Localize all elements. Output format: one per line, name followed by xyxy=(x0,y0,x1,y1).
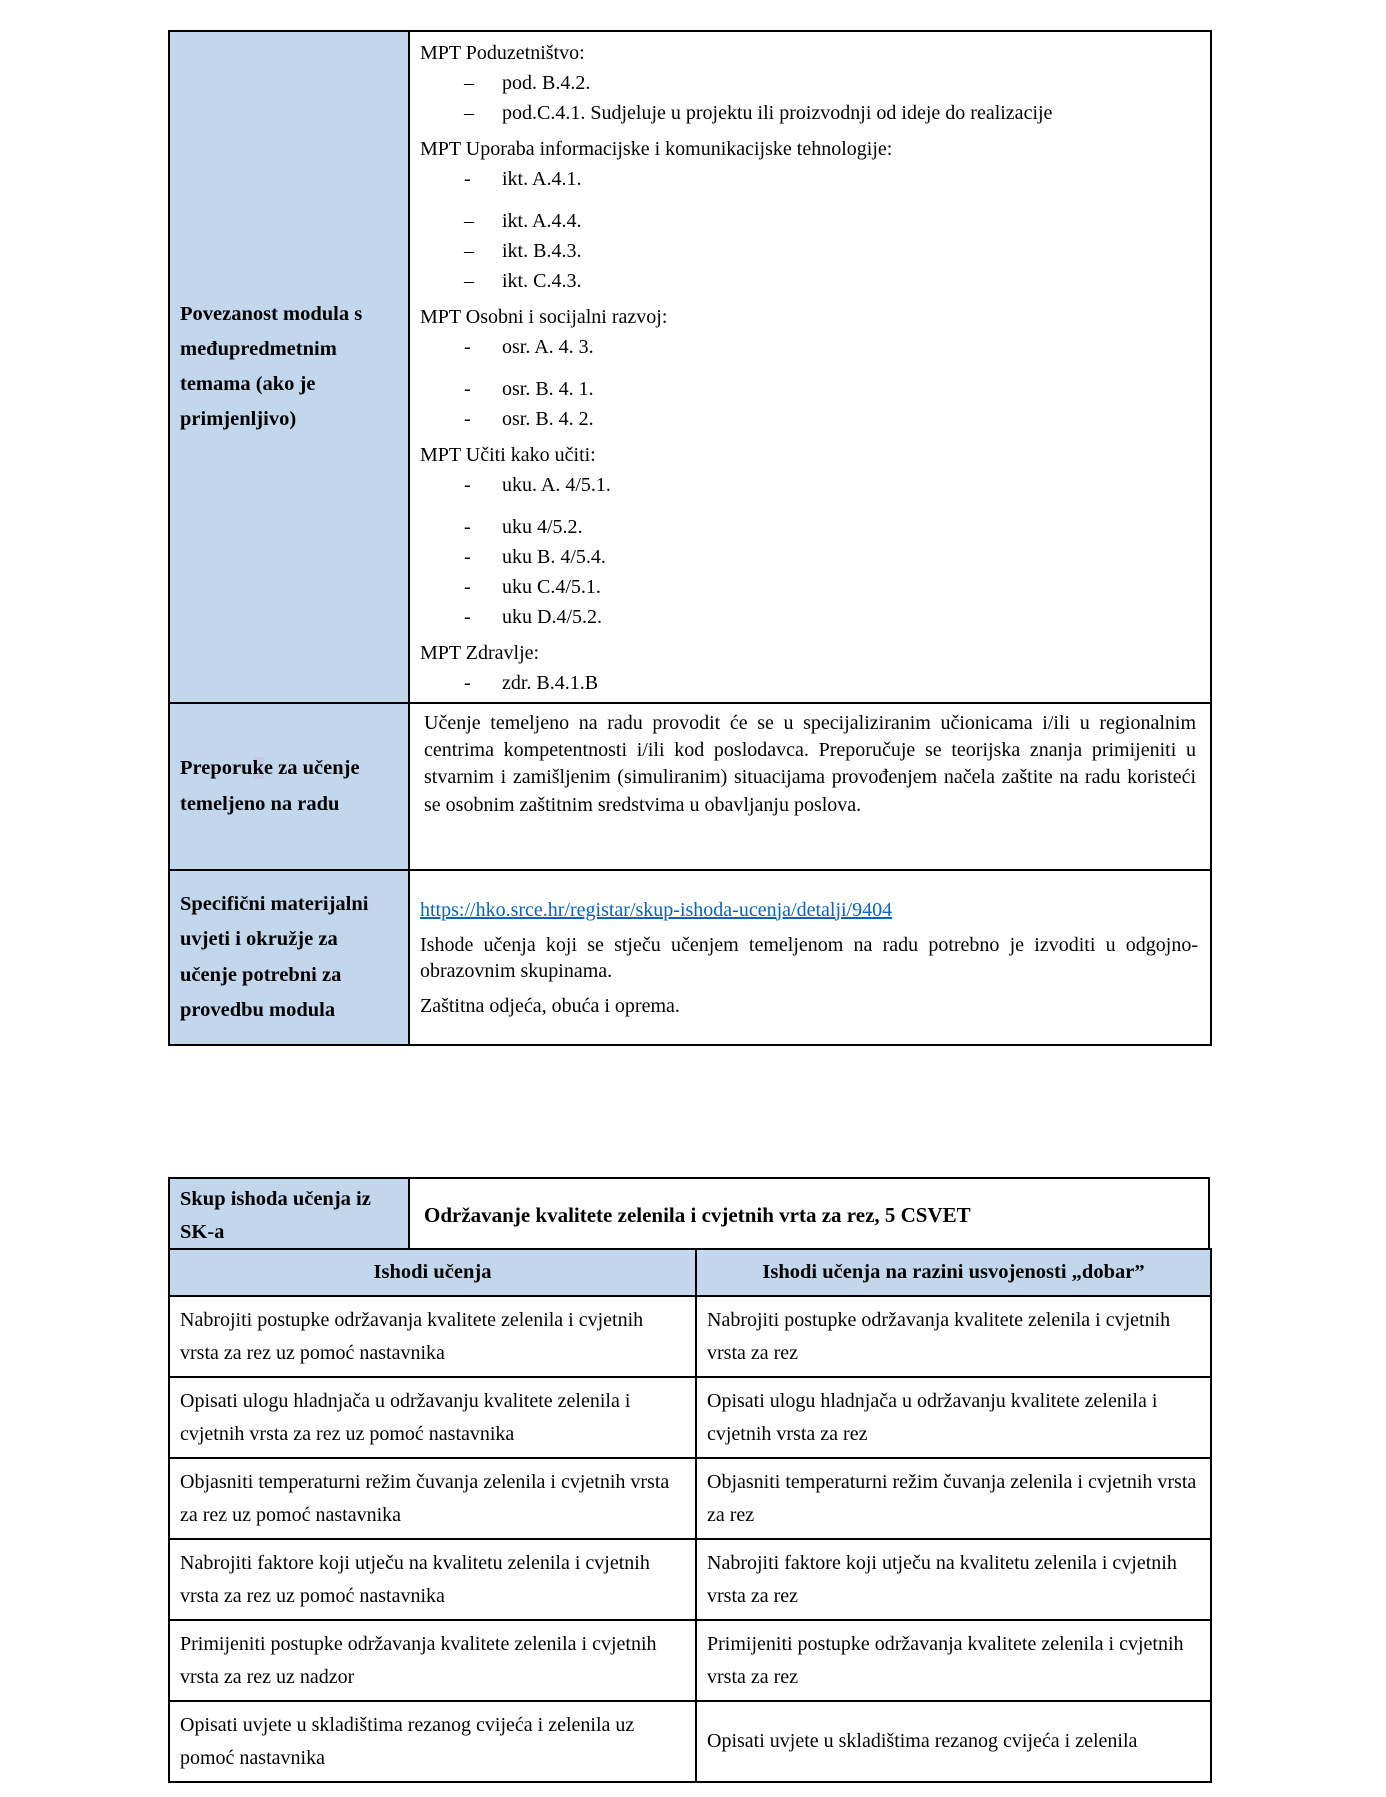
list-marker: – xyxy=(464,72,474,94)
outcome-cell-right: Primijeniti postupke održavanja kvalitete zelenila i cvjetnih vrsta za rez xyxy=(696,1620,1211,1701)
list-marker: – xyxy=(464,210,474,232)
row-header-povezanost: Povezanost modula s međupredmetnim temama (ako je primjenljivo) xyxy=(169,31,409,703)
list-marker: – xyxy=(464,240,474,262)
outcome-cell-left: Opisati uvjete u skladištima rezanog cvijeća i zelenila uz pomoć nastavnika xyxy=(169,1701,696,1782)
outcome-cell-left: Nabrojiti faktore koji utječu na kvalitetu zelenila i cvjetnih vrsta za rez uz pomoć nastavnika xyxy=(169,1539,696,1620)
list-item xyxy=(464,406,1198,432)
list-item-text: uku. A. 4/5.1. xyxy=(502,474,611,496)
list-item-text: uku 4/5.2. xyxy=(502,516,583,538)
mpt-content-cell xyxy=(409,31,1211,703)
list-item xyxy=(464,670,1198,696)
row-header-specificni: Specifični materijalni uvjeti i okružje za učenje potrebni za provedbu modula xyxy=(169,870,409,1045)
list-marker: – xyxy=(464,270,474,292)
row-header-preporuke xyxy=(169,703,409,870)
list-marker: – xyxy=(464,102,474,124)
header-text-part: e za učenje temeljeno na radu xyxy=(180,757,360,815)
outcome-cell-right: Objasniti temperaturni režim čuvanja zelenila i cvjetnih vrsta za rez xyxy=(696,1458,1211,1539)
list-item xyxy=(464,268,1198,294)
list-marker: - xyxy=(464,474,471,496)
list-marker: - xyxy=(464,168,471,190)
list-item-text: osr. B. 4. 2. xyxy=(502,408,594,430)
outcome-set-label: Skup ishoda učenja iz SK-a xyxy=(170,1179,410,1253)
list-item-text: ikt. A.4.4. xyxy=(502,210,582,232)
list-marker: - xyxy=(464,606,471,628)
list-item xyxy=(464,334,1198,360)
list-item xyxy=(464,544,1198,570)
outcome-set-title: Održavanje kvalitete zelenila i cvjetnih vrta za rez, 5 CSVET xyxy=(424,1203,971,1228)
mpt-section-heading: MPT Učiti kako učiti: xyxy=(420,444,596,466)
list-item xyxy=(464,70,1198,96)
list-marker: - xyxy=(464,378,471,400)
list-item-text: zdr. B.4.1.B xyxy=(502,672,599,694)
list-marker: - xyxy=(464,672,471,694)
mpt-section-heading: MPT Osobni i socijalni razvoj: xyxy=(420,306,668,328)
table-row-specificni xyxy=(169,870,1211,1045)
outcome-row xyxy=(169,1377,1211,1458)
outcome-set-header xyxy=(168,1177,1210,1250)
list-marker: - xyxy=(464,546,471,568)
list-item-text: osr. A. 4. 3. xyxy=(502,336,594,358)
mpt-section-heading: MPT Uporaba informacijske i komunikacijske tehnologije: xyxy=(420,138,893,160)
list-item xyxy=(464,166,1198,192)
list-marker: - xyxy=(464,516,471,538)
link-paragraph xyxy=(420,897,1198,923)
module-info-table xyxy=(168,30,1212,1046)
list-item-text: ikt. A.4.1. xyxy=(502,168,582,190)
list-item xyxy=(464,100,1198,126)
outcome-row xyxy=(169,1620,1211,1701)
outcome-row xyxy=(169,1539,1211,1620)
list-item-text: uku D.4/5.2. xyxy=(502,606,602,628)
outcome-row xyxy=(169,1458,1211,1539)
list-item xyxy=(464,238,1198,264)
col-header-ishodi: Ishodi učenja xyxy=(169,1249,696,1296)
list-marker: - xyxy=(464,408,471,430)
list-item xyxy=(464,574,1198,600)
outcome-cell-left: Nabrojiti postupke održavanja kvalitete zelenila i cvjetnih vrsta za rez uz pomoć nastavnika xyxy=(169,1296,696,1377)
list-item xyxy=(464,208,1198,234)
list-item-text: uku B. 4/5.4. xyxy=(502,546,606,568)
list-item xyxy=(464,472,1198,498)
list-item-text: ikt. B.4.3. xyxy=(502,240,582,262)
specificni-paragraph-2: Zaštitna odjeća, obuća i oprema. xyxy=(420,994,680,1017)
hko-registry-link[interactable]: https://hko.srce.hr/registar/skup-ishoda-ucenja/detalji/9404 xyxy=(420,898,893,921)
outcome-cell-left: Opisati ulogu hladnjača u održavanju kvalitete zelenila i cvjetnih vrsta za rez uz pomoć nastavnika xyxy=(169,1377,696,1458)
list-item-text: ikt. C.4.3. xyxy=(502,270,582,292)
list-item-text: uku C.4/5.1. xyxy=(502,576,601,598)
outcomes-table-body xyxy=(169,1296,1211,1782)
mpt-sections xyxy=(420,40,1198,696)
preporuke-paragraph: Učenje temeljeno na radu provodit će se u specijaliziranim učionicama i/ili u regionalnim centrima kompetentnosti i/ili kod poslodavca. Preporučuje se teorijska znanja primijeniti u stvarnim i zamišljenim (simuliranim) situacijama provođenjem načela zaštite na radu koristeći se osobnim zaštitnim sredstvima u obavljanju poslova. xyxy=(409,703,1211,870)
outcome-cell-right: Nabrojiti faktore koji utječu na kvalitetu zelenila i cvjetnih vrsta za rez xyxy=(696,1539,1211,1620)
mpt-section-heading: MPT Zdravlje: xyxy=(420,642,540,664)
list-item xyxy=(464,514,1198,540)
list-item xyxy=(464,604,1198,630)
specificni-content-cell xyxy=(409,870,1211,1045)
list-item-text: pod.C.4.1. Sudjeluje u projektu ili proizvodnji od ideje do realizacije xyxy=(502,102,1053,124)
outcome-cell-right: Nabrojiti postupke održavanja kvalitete zelenila i cvjetnih vrsta za rez xyxy=(696,1296,1211,1377)
outcome-row xyxy=(169,1701,1211,1782)
list-item-text: osr. B. 4. 1. xyxy=(502,378,594,400)
outcomes-table xyxy=(168,1248,1212,1783)
list-marker: - xyxy=(464,336,471,358)
list-item-text: pod. B.4.2. xyxy=(502,72,591,94)
outcome-cell-left: Objasniti temperaturni režim čuvanja zelenila i cvjetnih vrsta za rez uz pomoć nastavnika xyxy=(169,1458,696,1539)
specificni-paragraph-1: Ishode učenja koji se stječu učenjem temeljenom na radu potrebno je izvoditi u odgojno-obrazovnim skupinama. xyxy=(420,933,1198,982)
header-text-part: Preporu xyxy=(180,757,253,780)
outcome-row xyxy=(169,1296,1211,1377)
mpt-section-heading: MPT Poduzetništvo: xyxy=(420,42,585,64)
col-header-ishodi-dobar: Ishodi učenja na razini usvojenosti „dobar” xyxy=(696,1249,1211,1296)
outcome-cell-left: Primijeniti postupke održavanja kvalitete zelenila i cvjetnih vrsta za rez uz nadzor xyxy=(169,1620,696,1701)
list-marker: - xyxy=(464,576,471,598)
table-row-povezanost xyxy=(169,31,1211,703)
outcome-cell-right: Opisati ulogu hladnjača u održavanju kvalitete zelenila i cvjetnih vrsta za rez xyxy=(696,1377,1211,1458)
table-row-preporuke xyxy=(169,703,1211,870)
outcome-cell-right: Opisati uvjete u skladištima rezanog cvijeća i zelenila xyxy=(696,1701,1211,1782)
outcomes-header-row xyxy=(169,1249,1211,1296)
list-item xyxy=(464,376,1198,402)
comment-highlight: k xyxy=(252,757,264,780)
